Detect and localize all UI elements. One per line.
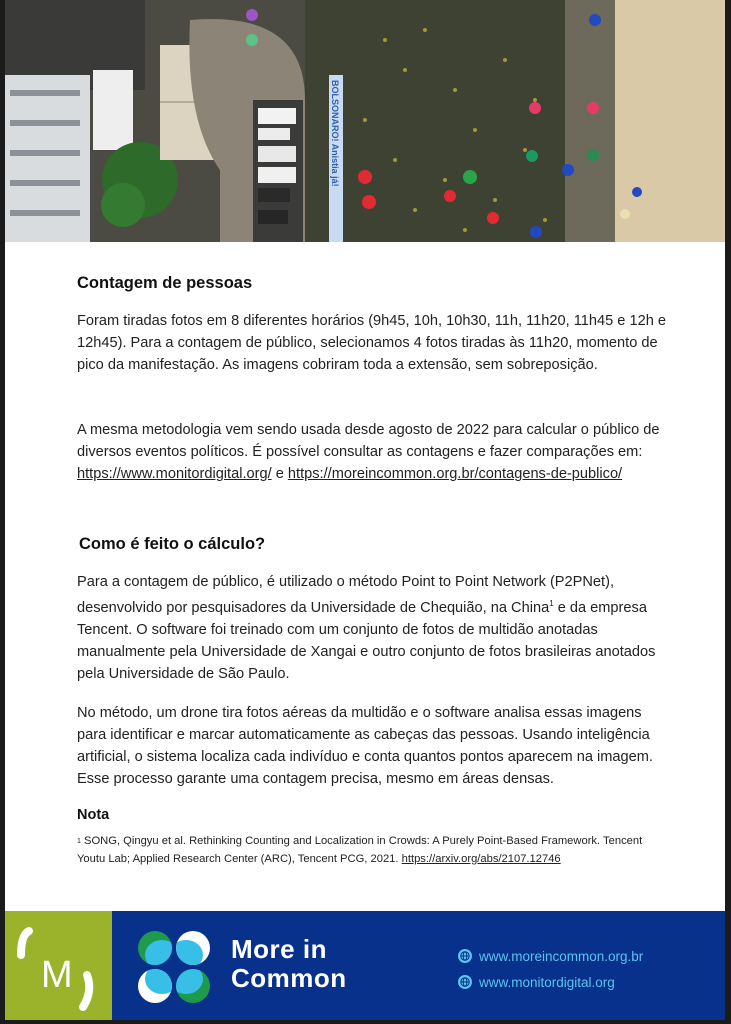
link-arxiv[interactable]: https://arxiv.org/abs/2107.12746 [401, 852, 561, 865]
paragraph-p2pnet [77, 571, 667, 685]
link-moreincommon-contagens[interactable]: https://moreincommon.org.br/contagens-de-publico/ [287, 466, 623, 482]
banner-text: BOLSONARO! Anistia já! [330, 80, 340, 187]
footer-link-monitordigital[interactable] [458, 969, 643, 995]
footer-link-text: www.monitordigital.org [479, 974, 615, 990]
footer-links [458, 943, 643, 995]
brand-line-1: More in [231, 934, 327, 964]
document-page [5, 0, 725, 1020]
section-title-contagem: Contagem de pessoas [77, 274, 253, 292]
globe-icon [458, 949, 472, 963]
brand-line-2: Common [231, 963, 347, 993]
footer-link-text: www.moreincommon.org.br [479, 948, 644, 964]
paragraph-p2pnet-b: e da empresa Tencent. O software foi treinado com um conjunto de fotos de multidão anotadas manualmente pela Universidade de Xangai e outro conjunto de fotos brasileiras anotados pela Universidade de São Paulo. [77, 599, 656, 682]
footnote-mark: 1 [77, 838, 81, 845]
more-in-common-mark-icon [138, 931, 210, 1008]
monitor-logo-letter: M [41, 954, 73, 996]
more-in-common-brand [231, 935, 347, 993]
paragraph-drone: No método, um drone tira fotos aéreas da multidão e o software analisa essas imagens para identificar e marcar automaticamente as cabeças das pessoas. Usando inteligência artificial, o sistema localiza cada indivíduo e conta quantos pontos aparecem na imagem. Esse processo garante uma contagem precisa, mesmo em áreas densas. [77, 705, 653, 787]
paragraph-metodologia-text: A mesma metodologia vem sendo usada desde agosto de 2022 para calcular o público de diversos eventos políticos. É possível consultar as contagens e fazer comparações em: [77, 422, 660, 460]
paragraph-horarios: Foram tiradas fotos em 8 diferentes horários (9h45, 10h, 10h30, 11h, 11h20, 11h45 e 12h e 12h45). Para a contagem de público, selecionamos 4 fotos tiradas às 11h20, momento de pico da manifestação. As imagens cobriram toda a extensão, sem sobreposição. [77, 313, 667, 373]
globe-icon [458, 975, 472, 989]
note-title: Nota [77, 807, 110, 823]
footer-link-moreincommon[interactable] [458, 943, 643, 969]
footnote-ref: 1 [549, 599, 554, 608]
connector-text: e [271, 466, 288, 482]
footnote-text: SONG, Qingyu et al. Rethinking Counting and Localization in Crowds: A Purely Point-Based Framework. Tencent Youtu Lab; Applied Research Center (ARC), Tencent PCG, 2021. [77, 835, 643, 865]
monitor-logo [5, 911, 112, 1020]
paragraph-metodologia [77, 419, 667, 485]
footnote [77, 833, 667, 868]
footer-band [5, 911, 725, 1020]
link-monitordigital[interactable]: https://www.monitordigital.org/ [77, 466, 272, 482]
section-title-calculo: Como é feito o cálculo? [79, 535, 266, 553]
paragraph-p2pnet-a: Para a contagem de público, é utilizado o método Point to Point Network (P2PNet), desenvolvido por pesquisadores da Universidade de Chequião, na China [77, 574, 615, 616]
aerial-crowd-photo [5, 0, 725, 242]
